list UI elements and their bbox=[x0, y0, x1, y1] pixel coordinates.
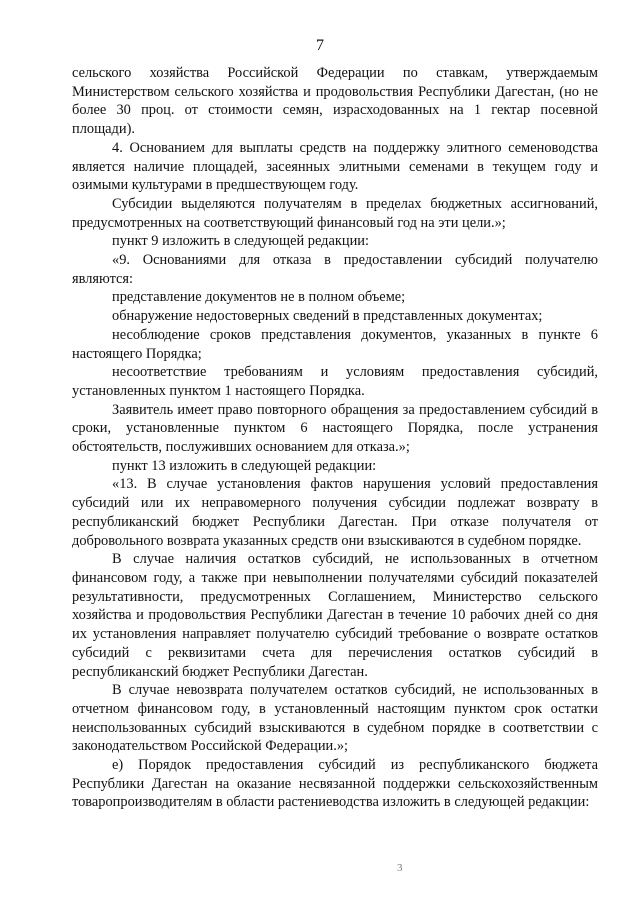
paragraph-4: пункт 9 изложить в следующей редакции: bbox=[112, 233, 369, 250]
paragraph-5: «9. Основаниями для отказа в предоставлении субсидий получателю являются: bbox=[72, 252, 598, 287]
footer-mark: 3 bbox=[397, 862, 403, 874]
paragraph-2: 4. Основанием для выплаты средств на поддержку элитного семеноводства является наличие площадей, засеянных элитными семенами в текущем году и озимыми культурами в предшествующем году. bbox=[72, 139, 598, 194]
paragraph-1: сельского хозяйства Российской Федерации по ставкам, утверждаемым Министерством сельского хозяйства и продовольствия Республики Дагестан, (но не более 30 проц. от стоимости семян, израсходованных на 1 гектар посевной площади). bbox=[72, 65, 598, 138]
page-number: 7 bbox=[316, 37, 324, 54]
paragraph-7: обнаружение недостоверных сведений в представленных документах; bbox=[112, 308, 543, 325]
paragraph-10: Заявитель имеет право повторного обращения за предоставлением субсидий в сроки, установленные пунктом 6 настоящего Порядка, после устранения обстоятельств, послуживших основанием для отказа.»; bbox=[72, 401, 598, 456]
paragraph-14: В случае невозврата получателем остатков субсидий, не использованных в отчетном финансовом году, в установленный настоящим пунктом срок остатки неиспользованных субсидий взыскиваются в судебном порядке в соответствии с законодательством Российской Федерации.»; bbox=[72, 682, 598, 755]
paragraph-13: В случае наличия остатков субсидий, не использованных в отчетном финансовом году, а также при невыполнении получателями субсидий показателей результативности, предусмотренных Соглашением, Министерство сельского хозяйства и продовольствия Республики Дагестан в течение 10 рабочих дней со дня их установления направляет получателю субсидий требование о возврате остатков субсидий с реквизитами счета для перечисления остатков субсидий в республиканский бюджет Республики Дагестан. bbox=[72, 551, 598, 680]
paragraph-3: Субсидии выделяются получателям в пределах бюджетных ассигнований, предусмотренных на соответствующий финансовый год на эти цели.»; bbox=[72, 195, 598, 231]
document-body bbox=[72, 64, 598, 812]
paragraph-15: е) Порядок предоставления субсидий из республиканского бюджета Республики Дагестан на оказание несвязанной поддержки сельскохозяйственным товаропроизводителям в области растениеводства изложить в следующей редакции: bbox=[72, 757, 598, 811]
paragraph-8: несоблюдение сроков представления документов, указанных в пункте 6 настоящего Порядка; bbox=[72, 326, 598, 362]
paragraph-12: «13. В случае установления фактов нарушения условий предоставления субсидий или их неправомерного получения субсидии подлежат возврату в республиканский бюджет Республики Дагестан. При отказе получателя от добровольного возврата указанных средств они взыскиваются в судебном порядке. bbox=[72, 476, 598, 549]
paragraph-11: пункт 13 изложить в следующей редакции: bbox=[112, 457, 377, 474]
paragraph-9: несоответствие требованиям и условиям предоставления субсидий, установленных пунктом 1 настоящего Порядка. bbox=[72, 364, 598, 399]
paragraph-6: представление документов не в полном объеме; bbox=[112, 289, 406, 306]
